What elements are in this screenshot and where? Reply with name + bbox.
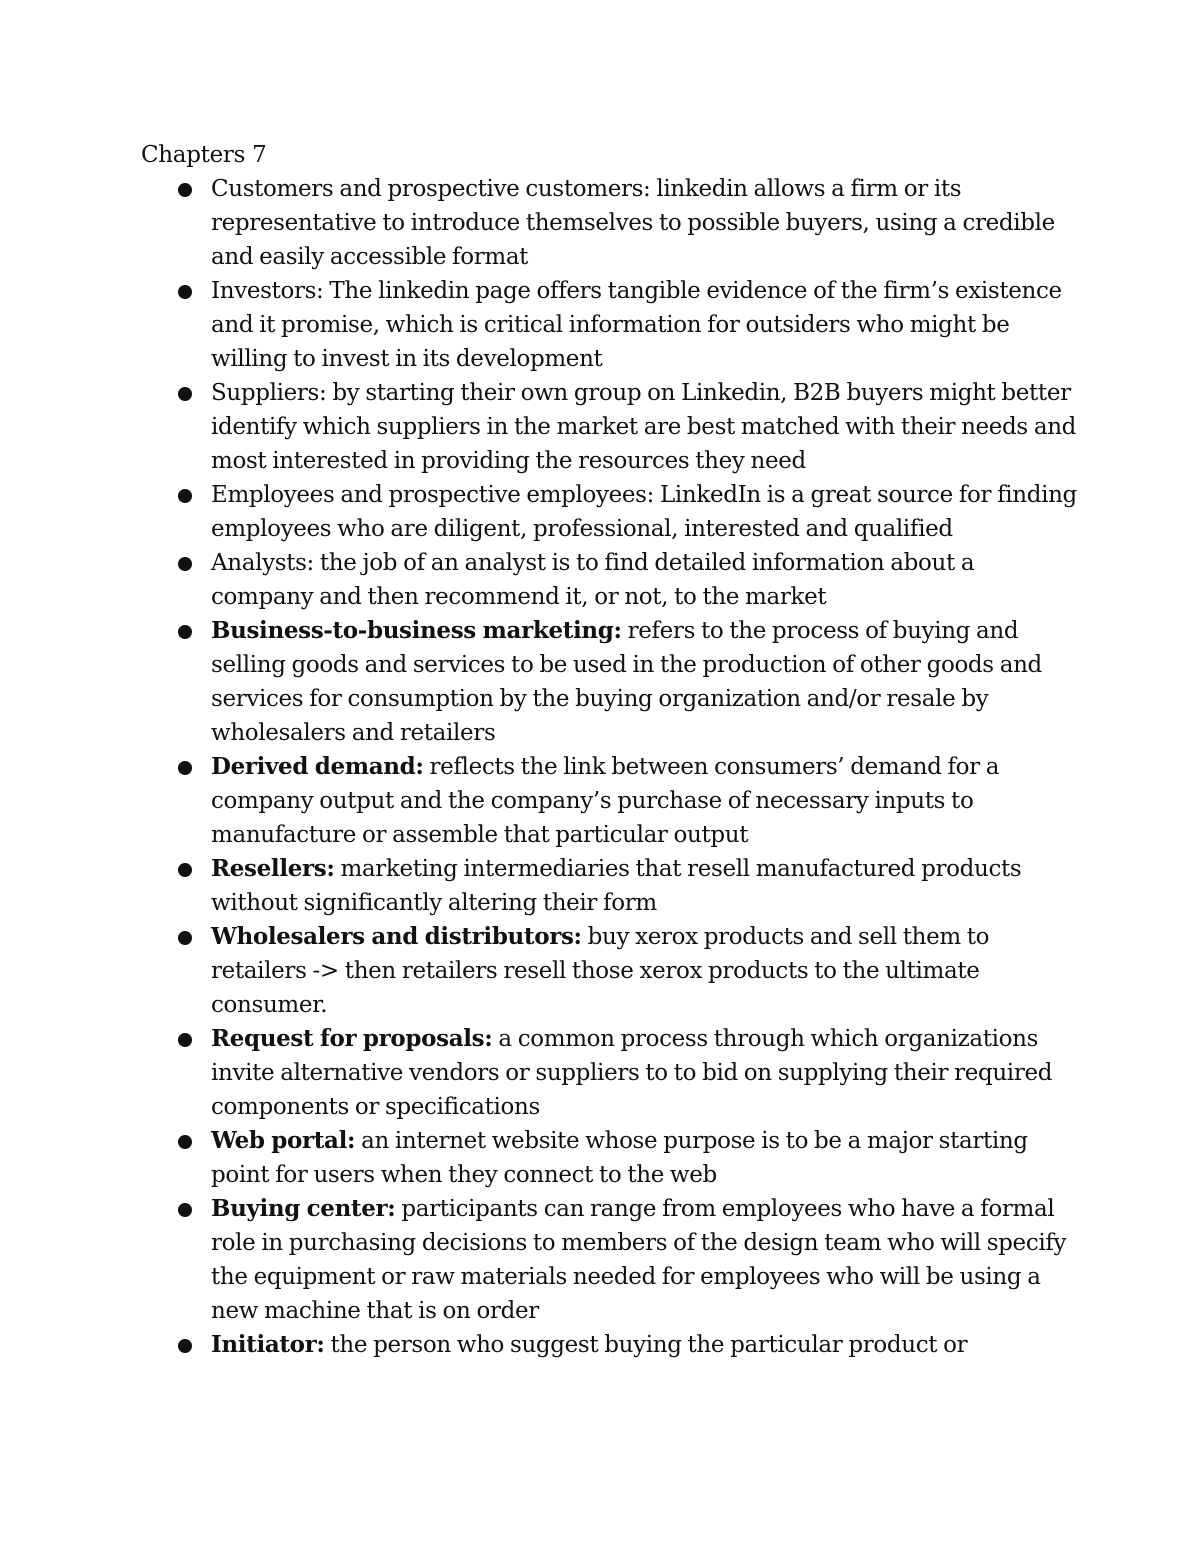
bullet-icon (178, 1339, 192, 1353)
bullet-icon (178, 931, 192, 945)
term-label: Business-to-business marketing: (211, 617, 622, 644)
list-item (141, 750, 1081, 852)
bullet-icon (178, 183, 192, 197)
list-item (141, 920, 1081, 1022)
term-label: Web portal: (211, 1127, 356, 1154)
term-label: Resellers: (211, 855, 335, 882)
bullet-icon (178, 863, 192, 877)
document-heading: Chapters 7 (141, 142, 267, 168)
list-item (141, 478, 1081, 546)
term-label: Initiator: (211, 1331, 325, 1358)
item-text: buy xerox products and sell them to retailers -> then retailers resell those xerox products to the ultimate consumer. (211, 924, 990, 1018)
list-item (141, 546, 1081, 614)
item-text: refers to the process of buying and selling goods and services to be used in the production of other goods and services for consumption by the buying organization and/or resale by wholesalers and retailers (211, 618, 1042, 746)
list-item (141, 1124, 1081, 1192)
bullet-icon (178, 761, 192, 775)
list-item (141, 852, 1081, 920)
bullet-icon (178, 285, 192, 299)
term-label: Request for proposals: (211, 1025, 493, 1052)
notes-list (141, 172, 1081, 1362)
list-item (141, 1192, 1081, 1328)
item-text: Suppliers: by starting their own group on Linkedin, B2B buyers might better identify which suppliers in the market are best matched with their needs and most interested in providing the resources they need (211, 380, 1077, 474)
list-item (141, 274, 1081, 376)
list-item (141, 376, 1081, 478)
item-text: the person who suggest buying the particular product or (324, 1332, 968, 1358)
bullet-icon (178, 387, 192, 401)
item-text: a common process through which organizations invite alternative vendors or suppliers to to bid on supplying their required components or specifications (211, 1026, 1053, 1120)
item-text: an internet website whose purpose is to be a major starting point for users when they connect to the web (211, 1128, 1028, 1188)
item-text: marketing intermediaries that resell manufactured products without significantly altering their form (211, 856, 1022, 916)
item-text: Employees and prospective employees: LinkedIn is a great source for finding employees who are diligent, professional, interested and qualified (211, 482, 1077, 542)
bullet-icon (178, 625, 192, 639)
bullet-icon (178, 1135, 192, 1149)
bullet-icon (178, 489, 192, 503)
item-text: Customers and prospective customers: linkedin allows a firm or its representative to introduce themselves to possible buyers, using a credible and easily accessible format (211, 176, 1055, 270)
item-text: Analysts: the job of an analyst is to find detailed information about a company and then recommend it, or not, to the market (211, 550, 975, 610)
bullet-icon (178, 1033, 192, 1047)
bullet-icon (178, 1203, 192, 1217)
item-text: Investors: The linkedin page offers tangible evidence of the firm’s existence and it promise, which is critical information for outsiders who might be willing to invest in its development (211, 278, 1062, 372)
item-text: reflects the link between consumers’ demand for a company output and the company’s purchase of necessary inputs to manufacture or assemble that particular output (211, 754, 1000, 848)
term-label: Buying center: (211, 1195, 396, 1222)
list-item (141, 172, 1081, 274)
term-label: Derived demand: (211, 753, 424, 780)
list-item (141, 1328, 1081, 1362)
bullet-icon (178, 557, 192, 571)
list-item (141, 1022, 1081, 1124)
item-text: participants can range from employees who have a formal role in purchasing decisions to members of the design team who will specify the equipment or raw materials needed for employees who will be using a new machine that is on order (211, 1196, 1067, 1324)
list-item (141, 614, 1081, 750)
term-label: Wholesalers and distributors: (211, 923, 582, 950)
